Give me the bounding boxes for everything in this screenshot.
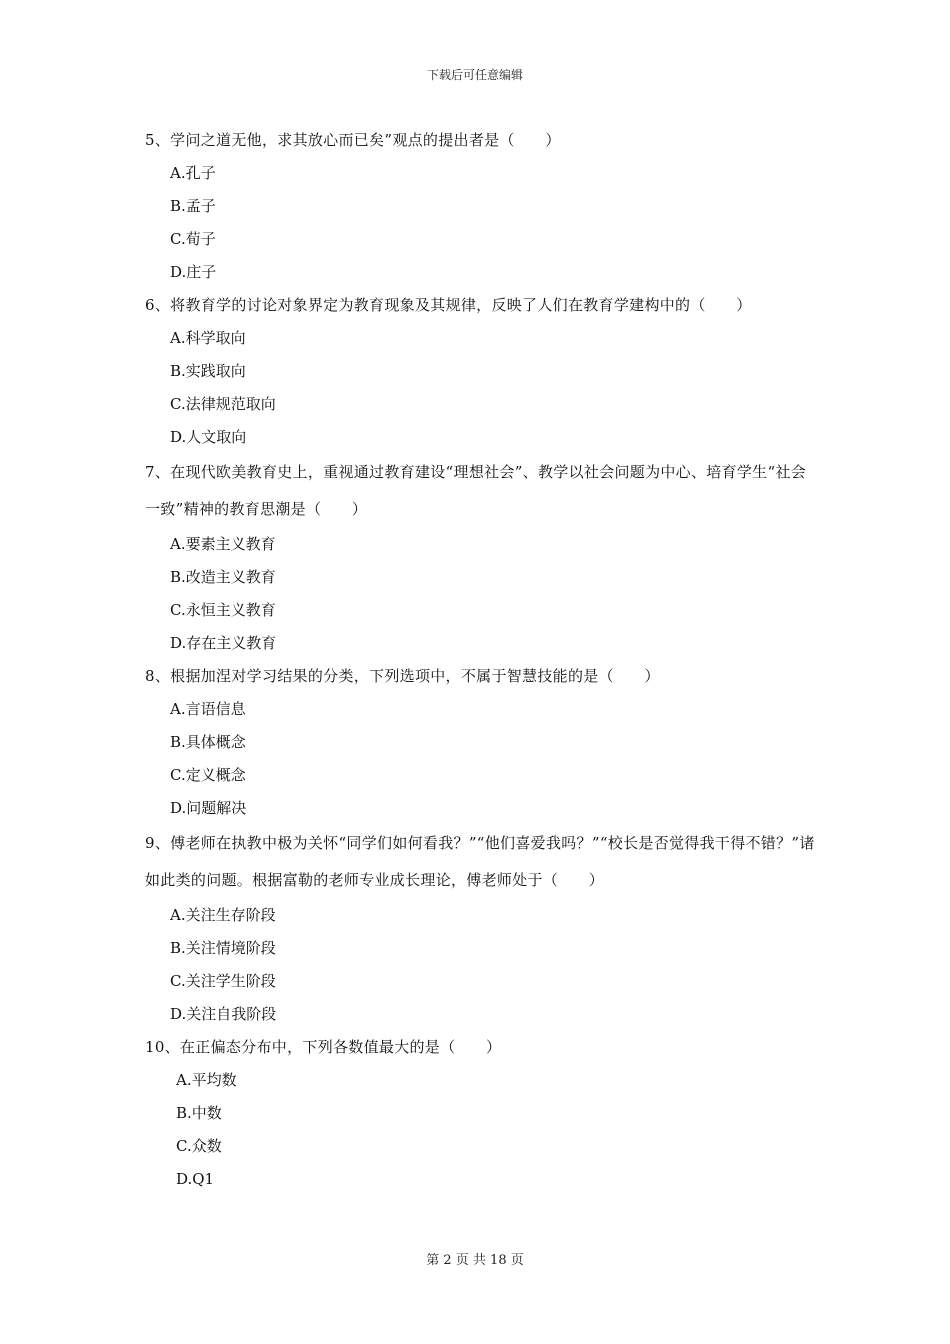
- question-stem: 5、学问之道无他，求其放心而已矣”观点的提出者是（ ）: [145, 131, 561, 149]
- question-5: [145, 124, 815, 289]
- option-d: D.关注自我阶段: [170, 1005, 277, 1023]
- option-c: C.荀子: [170, 230, 216, 248]
- option-c: C.永恒主义教育: [170, 601, 276, 619]
- option-d: D.Q1: [176, 1170, 215, 1188]
- option-b: B.孟子: [170, 197, 216, 215]
- question-stem: 8、根据加涅对学习结果的分类，下列选项中，不属于智慧技能的是（ ）: [145, 667, 660, 685]
- option-b: B.实践取向: [170, 362, 246, 380]
- question-7: [145, 454, 815, 660]
- option-c: C.众数: [176, 1137, 222, 1155]
- option-a: A.孔子: [170, 164, 216, 182]
- option-c: C.关注学生阶段: [170, 972, 276, 990]
- option-b: B.具体概念: [170, 733, 246, 751]
- option-d: D.存在主义教育: [170, 634, 277, 652]
- question-8: [145, 660, 815, 825]
- option-b: B.改造主义教育: [170, 568, 276, 586]
- question-list: [145, 124, 815, 1196]
- question-10: [145, 1031, 815, 1196]
- question-stem: 6、将教育学的讨论对象界定为教育现象及其规律，反映了人们在教育学建构中的（ ）: [145, 296, 752, 314]
- option-a: A.言语信息: [170, 700, 246, 718]
- option-c: C.法律规范取向: [170, 395, 276, 413]
- option-b: B.中数: [176, 1104, 222, 1122]
- question-stem: 9、傅老师在执教中极为关怀“同学们如何看我？”“他们喜爱我吗？”“校长是否觉得我干得不错？”诸如此类的问题。根据富勒的老师专业成长理论，傅老师处于（ ）: [145, 834, 815, 889]
- page-header: 下载后可任意编辑: [426, 68, 523, 82]
- option-a: A.要素主义教育: [170, 535, 276, 553]
- option-a: A.关注生存阶段: [170, 906, 276, 924]
- question-9: [145, 825, 815, 1031]
- option-a: A.科学取向: [170, 329, 246, 347]
- option-b: B.关注情境阶段: [170, 939, 276, 957]
- page-footer: 第 2 页 共 18 页: [426, 1253, 524, 1268]
- question-stem: 7、在现代欧美教育史上，重视通过教育建设“理想社会”、教学以社会问题为中心、培育学生“社会一致”精神的教育思潮是（ ）: [145, 463, 807, 518]
- option-d: D.人文取向: [170, 428, 247, 446]
- option-a: A.平均数: [176, 1071, 237, 1089]
- option-c: C.定义概念: [170, 766, 246, 784]
- option-d: D.庄子: [170, 263, 217, 281]
- option-d: D.问题解决: [170, 799, 247, 817]
- question-stem: 10、在正偏态分布中，下列各数值最大的是（ ）: [145, 1038, 502, 1056]
- question-6: [145, 289, 815, 454]
